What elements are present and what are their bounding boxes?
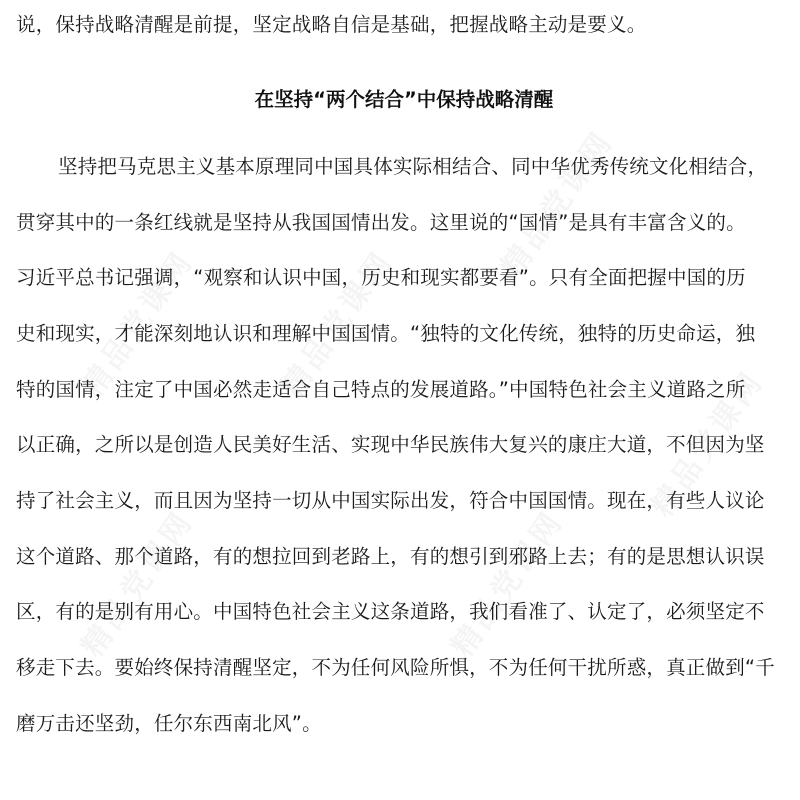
paragraph-line: 以正确，之所以是创造人民美好生活、实现中华民族伟大复兴的康庄大道，不但因为坚 [16, 433, 765, 456]
watermark [438, 500, 572, 664]
paragraph-line: 移走下去。要始终保持清醒坚定，不为任何风险所惧，不为任何干扰所惑，真正做到“千 [16, 656, 775, 679]
watermark [68, 500, 202, 664]
watermark [488, 120, 622, 284]
section-title: 在坚持“两个结合”中保持战略清醒 [254, 88, 554, 111]
paragraph-line: 习近平总书记强调，“观察和认识中国，历史和现实都要看”。只有全面把握中国的历 [16, 266, 746, 289]
paragraph-line: 特的国情，注定了中国必然走适合自己特点的发展道路。”中国特色社会主义道路之所 [16, 378, 746, 401]
paragraph-line: 坚持把马克思主义基本原理同中国具体实际相结合、同中华优秀传统文化相结合， [58, 155, 768, 178]
intro-line: 说，保持战略清醒是前提，坚定战略自信是基础，把握战略主动是要义。 [16, 13, 647, 36]
paragraph-line: 磨万击还坚劲，任尔东西南北风”。 [16, 712, 322, 735]
paragraph-line: 贯穿其中的一条红线就是坚持从我国国情出发。这里说的“国情”是具有丰富含义的。 [16, 211, 746, 234]
paragraph-line: 区，有的是别有用心。中国特色社会主义这条道路，我们看准了、认定了，必须坚定不 [16, 600, 765, 623]
paragraph-line: 这个道路、那个道路，有的想拉回到老路上，有的想引到邪路上去；有的是思想认识误 [16, 545, 765, 568]
paragraph-line: 史和现实，才能深刻地认识和理解中国国情。“独特的文化传统，独特的历史命运，独 [16, 322, 756, 345]
paragraph-line: 持了社会主义，而且因为坚持一切从中国实际出发，符合中国国情。现在，有些人议论 [16, 489, 765, 512]
